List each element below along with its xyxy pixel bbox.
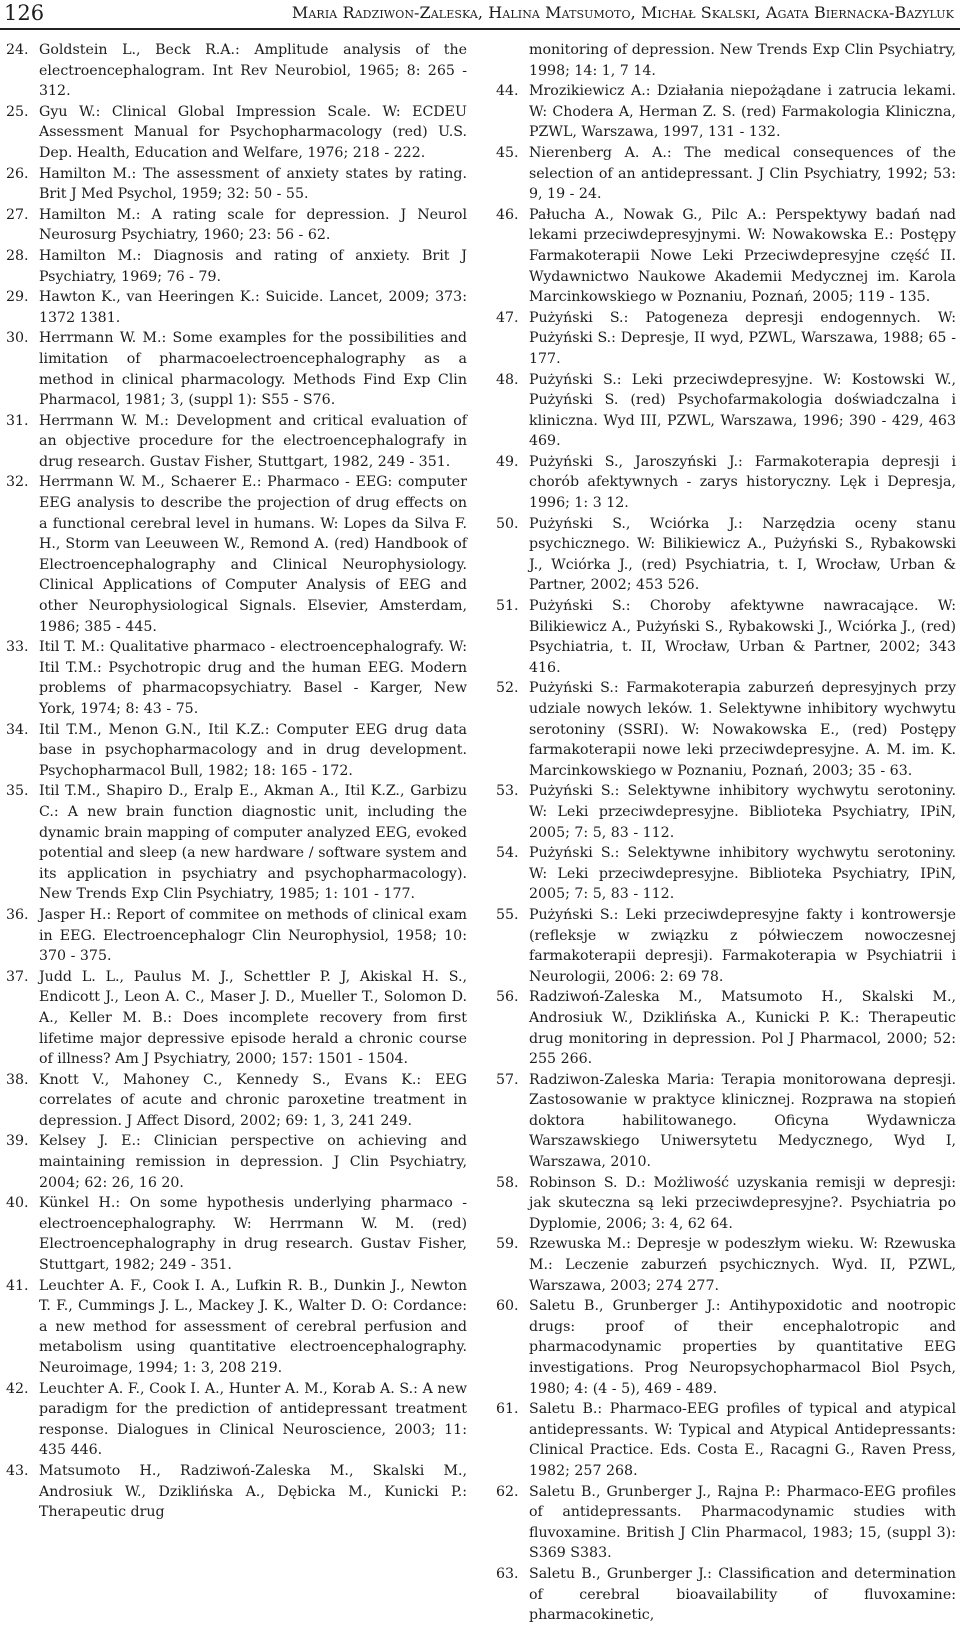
reference-number: 44. bbox=[496, 83, 519, 100]
reference-number: 60. bbox=[496, 1298, 519, 1315]
reference-text: Hamilton M.: A rating scale for depression. J Neurol Neurosurg Psychiatry, 1960; 23: 56 - 62. bbox=[39, 206, 467, 244]
reference-number: 36. bbox=[6, 906, 29, 923]
reference-text: Herrmann W. M.: Some examples for the possibilities and limitation of pharmacoelectroencephalography as a method in clinical pharmacology. Methods Find Exp Clin Pharmacol, 1981; 3, (suppl 1): S55 - S76. bbox=[39, 330, 467, 409]
reference-number: 32. bbox=[6, 474, 29, 491]
reference-text: Leuchter A. F., Cook I. A., Lufkin R. B., Dunkin J., Newton T. F., Cummings J. L., Mackey J. K., Walter D. O: Cordance: a new method for assessment of cerebral perfusion and metabolism using quantitative electroencephalography. Neuroimage, 1994; 1: 3, 208 219. bbox=[39, 1277, 467, 1376]
reference-entry bbox=[6, 1276, 467, 1379]
reference-entry bbox=[496, 987, 956, 1069]
reference-number: 38. bbox=[6, 1071, 29, 1088]
reference-text: Goldstein L., Beck R.A.: Amplitude analysis of the electroencephalogram. Int Rev Neurobiol, 1965; 8: 265 - 312. bbox=[39, 42, 467, 100]
reference-number: 26. bbox=[6, 165, 29, 182]
reference-entry bbox=[6, 1070, 467, 1132]
reference-text: Matsumoto H., Radziwoń-Zaleska M., Skalski M., Androsiuk W., Dziklińska A., Dębicka M., Kunicki P.: Therapeutic drug bbox=[39, 1462, 467, 1521]
reference-text: Pużyński S.: Selektywne inhibitory wychwytu serotoniny. W: Leki przeciwdepresyjne. Biblioteka Psychiatry, IPiN, 2005; 7: 5, 83 - 112. bbox=[529, 783, 956, 841]
reference-text: Pużyński S., Jaroszyński J.: Farmakoterapia depresji i chorób afektywnych - zarys historyczny. Lęk i Depresja, 1996; 1: 3 12. bbox=[529, 453, 956, 512]
reference-text: Itil T.M., Menon G.N., Itil K.Z.: Computer EEG drug data base in psychopharmacology and in drug development. Psychopharmacol Bull, 1982; 18: 165 - 172. bbox=[39, 721, 467, 779]
reference-entry bbox=[6, 1193, 467, 1275]
reference-text: Hamilton M.: The assessment of anxiety states by rating. Brit J Med Psychol, 1959; 32: 50 - 55. bbox=[39, 165, 467, 203]
reference-entry bbox=[6, 287, 467, 328]
reference-text: Judd L. L., Paulus M. J., Schettler P. J, Akiskal H. S., Endicott J., Leon A. C., Maser J. D., Mueller T., Solomon D. A., Keller M. B.: Does incomplete recovery from first lifetime major depressive episode herald a chronic course of illness? Am J Psychiatry, 2000; 157: 1501 - 1504. bbox=[39, 968, 467, 1068]
reference-entry bbox=[496, 1482, 956, 1564]
reference-text: Gyu W.: Clinical Global Impression Scale. W: ECDEU Assessment Manual for Psychopharmacology (red) U.S. Dep. Health, Education and Welfare, 1976; 218 - 222. bbox=[39, 103, 467, 161]
reference-entry bbox=[496, 843, 956, 905]
reference-number: 58. bbox=[496, 1174, 519, 1191]
reference-text: Pużyński S., Wciórka J.: Narzędzia oceny stanu psychicznego. W: Bilikiewicz A., Pużyński S., Rybakowski J., Wciórka J., (red) Psychiatria, t. I, Wrocław, Urban & Partner, 2002; 453 526. bbox=[529, 515, 956, 594]
reference-entry bbox=[496, 1296, 956, 1399]
running-head: Maria Radziwon-Zaleska, Halina Matsumoto, Michał Skalski, Agata Biernacka-Bazyluk bbox=[291, 3, 954, 22]
reference-text: Pużyński S.: Leki przeciwdepresyjne fakty i kontrowersje (refleksje w związku z półwieczem nowoczesnej farmakoterapii depresji). Farmakoterapia w Psychiatrii i Neurologii, 2006: 2: 69 78. bbox=[529, 906, 956, 985]
reference-number: 31. bbox=[6, 412, 29, 429]
reference-text: Pużyński S.: Farmakoterapia zaburzeń depresyjnych przy udziale nowych leków. 1. Selektywne inhibitory wychwytu serotoniny (SSRI). W: Nowakowska E., (red) Postępy farmakoterapii nowe leki przeciwdepresyjne. A. M. im. K. Marcinkowskiego w Poznaniu, Poznań, 2003; 35 - 63. bbox=[529, 680, 956, 779]
reference-entry bbox=[496, 514, 956, 596]
reference-text: Saletu B., Grunberger J.: Classification and determination of cerebral bioavailability of fluvoxamine: pharmacokinetic, bbox=[529, 1565, 956, 1624]
reference-text: Robinson S. D.: Możliwość uzyskania remisji w depresji: jak skuteczna są leki przeciwdepresyjne?. Psychiatria po Dyplomie, 2006; 3: 4, 62 64. bbox=[529, 1174, 956, 1232]
reference-text: Pużyński S.: Leki przeciwdepresyjne. W: Kostowski W., Pużyński S. (red) Psychofarmakologia doświadczalna i kliniczna. Wyd III, PZWL, Warszawa, 1996; 390 - 429, 463 469. bbox=[529, 371, 956, 450]
reference-text: Saletu B., Grunberger J.: Antihypoxidotic and nootropic drugs: proof of their encephalotropic and pharmacodynamic properties by quantitative EEG investigations. Prog Neuropsychopharmacol Biol Psych, 1980; 4: (4 - 5), 469 - 489. bbox=[529, 1298, 956, 1397]
reference-number: 56. bbox=[496, 989, 519, 1006]
reference-number: 34. bbox=[6, 721, 29, 738]
reference-number: 57. bbox=[496, 1071, 519, 1088]
reference-text: monitoring of depression. New Trends Exp Clin Psychiatry, 1998; 14: 1, 7 14. bbox=[529, 42, 956, 79]
reference-text: Rzewuska M.: Depresje w podeszłym wieku. W: Rzewuska M.: Leczenie zaburzeń psychicznych. Wyd. II, PZWL, Warszawa, 2003; 274 277. bbox=[529, 1236, 956, 1294]
reference-number: 37. bbox=[6, 968, 29, 985]
reference-number: 48. bbox=[496, 371, 519, 388]
reference-entry bbox=[496, 1399, 956, 1481]
reference-entry bbox=[496, 1564, 956, 1626]
reference-entry bbox=[6, 1379, 467, 1461]
reference-text: Radziwoń-Zaleska M., Matsumoto H., Skalski M., Androsiuk W., Dziklińska A., Kunicki P. K.: Therapeutic drug monitoring in depression. Pol J Pharmacol, 2000; 52: 255 266. bbox=[529, 989, 956, 1068]
reference-entry bbox=[496, 81, 956, 143]
reference-text: Künkel H.: On some hypothesis underlying pharmaco - electroencephalography. W: Herrmann W. M. (red) Electroencephalography in drug research. Gustav Fisher, Stuttgart, 1982; 249 - 351. bbox=[39, 1195, 467, 1274]
reference-text: Jasper H.: Report of commitee on methods of clinical exam in EEG. Electroencephalogr Clin Neurophysiol, 1958; 10: 370 - 375. bbox=[39, 906, 467, 965]
reference-text: Herrmann W. M.: Development and critical evaluation of an objective procedure for the electroencephalografy in drug research. Gustav Fisher, Stuttgart, 1982, 249 - 351. bbox=[39, 412, 467, 470]
reference-entry bbox=[496, 308, 956, 370]
reference-entry bbox=[496, 205, 956, 308]
reference-text: Saletu B.: Pharmaco-EEG profiles of typical and atypical antidepressants. W: Typical and Atypical Antidepressants: Clinical Practice. Eds. Costa E., Racagni G., Raven Press, 1982; 257 268. bbox=[529, 1401, 956, 1479]
reference-entry bbox=[6, 246, 467, 287]
reference-number: 50. bbox=[496, 515, 519, 532]
reference-number: 39. bbox=[6, 1133, 29, 1150]
reference-entry bbox=[496, 596, 956, 678]
page-number: 126 bbox=[4, 1, 45, 25]
reference-text: Pużyński S.: Choroby afektywne nawracające. W: Bilikiewicz A., Pużyński S., Rybakowski J., Wciórka J., (red) Psychiatria, t. II, Wrocław, Urban & Partner, 2002; 343 416. bbox=[529, 598, 956, 676]
reference-number: 62. bbox=[496, 1483, 519, 1500]
reference-number: 42. bbox=[6, 1380, 29, 1397]
reference-text: Herrmann W. M., Schaerer E.: Pharmaco - EEG: computer EEG analysis to describe the projection of drug effects on a functional cerebral level in humans. W: Lopes da Silva F. H., Storm van Leeuween W., Remond A. (red) Handbook of Electroencephalography and Clinical Neurophysiology. Clinical Applications of Computer Analysis of EEG and other Neurophysiological Signals. Elsevier, Amsterdam, 1986; 385 - 445. bbox=[39, 474, 467, 635]
reference-entry bbox=[6, 472, 467, 637]
reference-text: Knott V., Mahoney C., Kennedy S., Evans K.: EEG correlates of acute and chronic paroxetine treatment in depression. J Affect Disord, 2002; 69: 1, 3, 241 249. bbox=[39, 1071, 467, 1129]
reference-entry bbox=[6, 720, 467, 782]
reference-text: Pałucha A., Nowak G., Pilc A.: Perspektywy badań nad lekami przeciwdepresyjnymi. W: Nowakowska E.: Postępy Farmakoterapii Nowe Leki Przeciwdepresyjne część II. Wydawnictwo Naukowe Akademii Medycznej im. Karola Marcinkowskiego w Poznaniu, Poznań, 2005; 119 - 135. bbox=[529, 206, 956, 306]
reference-column-right bbox=[496, 40, 956, 1626]
reference-number: 45. bbox=[496, 144, 519, 161]
reference-entry bbox=[496, 1070, 956, 1173]
reference-number: 47. bbox=[496, 309, 519, 326]
reference-text: Itil T.M., Shapiro D., Eralp E., Akman A., Itil K.Z., Garbizu C.: A new brain function diagnostic unit, including the dynamic brain mapping of computer analyzed EEG, evoked potential and sleep (a new hardware / software system and its application in psychiatry and psychopharmacology). New Trends Exp Clin Psychiatry, 1985; 1: 101 - 177. bbox=[39, 783, 467, 903]
reference-text: Hawton K., van Heeringen K.: Suicide. Lancet, 2009; 373: 1372 1381. bbox=[39, 289, 467, 326]
reference-text: Kelsey J. E.: Clinician perspective on achieving and maintaining remission in depression. J Clin Psychiatry, 2004; 62: 26, 16 20. bbox=[39, 1133, 467, 1191]
reference-number: 25. bbox=[6, 103, 29, 120]
reference-entry bbox=[496, 781, 956, 843]
reference-number: 52. bbox=[496, 680, 519, 697]
reference-number: 28. bbox=[6, 247, 29, 264]
reference-entry bbox=[6, 205, 467, 246]
reference-text: Pużyński S.: Selektywne inhibitory wychwytu serotoniny. W: Leki przeciwdepresyjne. Biblioteka Psychiatry, IPiN, 2005; 7: 5, 83 - 112. bbox=[529, 845, 956, 903]
reference-number: 61. bbox=[496, 1401, 519, 1418]
reference-number: 43. bbox=[6, 1462, 29, 1479]
reference-entry bbox=[6, 328, 467, 410]
reference-text: Hamilton M.: Diagnosis and rating of anxiety. Brit J Psychiatry, 1969; 76 - 79. bbox=[39, 247, 467, 285]
reference-text: Pużyński S.: Patogeneza depresji endogennych. W: Pużyński S.: Depresje, II wyd, PZWL, Warszawa, 1988; 65 - 177. bbox=[529, 309, 956, 367]
reference-text: Mrozikiewicz A.: Działania niepożądane i zatrucia lekami. W: Chodera A, Herman Z. S. (red) Farmakologia Kliniczna, PZWL, Warszawa, 1997, 131 - 132. bbox=[529, 83, 956, 141]
reference-number: 59. bbox=[496, 1236, 519, 1253]
reference-entry bbox=[496, 40, 956, 81]
reference-entry bbox=[6, 40, 467, 102]
reference-number: 49. bbox=[496, 453, 519, 470]
reference-number: 54. bbox=[496, 845, 519, 862]
reference-entry bbox=[6, 1461, 467, 1523]
reference-number: 29. bbox=[6, 289, 29, 306]
reference-entry bbox=[6, 781, 467, 905]
reference-number: 55. bbox=[496, 906, 519, 923]
reference-number: 46. bbox=[496, 206, 519, 223]
reference-column-left bbox=[6, 40, 467, 1523]
reference-number: 27. bbox=[6, 206, 29, 223]
reference-number: 33. bbox=[6, 639, 29, 656]
reference-entry bbox=[6, 164, 467, 205]
reference-number: 40. bbox=[6, 1195, 29, 1212]
reference-entry bbox=[496, 143, 956, 205]
reference-entry bbox=[496, 1234, 956, 1296]
reference-number: 41. bbox=[6, 1277, 29, 1294]
reference-entry bbox=[6, 905, 467, 967]
reference-entry bbox=[496, 370, 956, 452]
reference-number: 51. bbox=[496, 598, 519, 615]
reference-text: Itil T. M.: Qualitative pharmaco - electroencephalografy. W: Itil T.M.: Psychotropic drug and the human EEG. Modern problems of pharmacopsychiatry. Basel - Karger, New York, 1974; 8: 43 - 75. bbox=[39, 639, 467, 717]
reference-number: 63. bbox=[496, 1565, 519, 1582]
reference-number: 35. bbox=[6, 783, 29, 800]
reference-entry bbox=[6, 637, 467, 719]
reference-number: 30. bbox=[6, 330, 29, 347]
reference-number: 24. bbox=[6, 42, 29, 58]
reference-entry bbox=[6, 102, 467, 164]
reference-entry bbox=[496, 905, 956, 987]
reference-entry bbox=[6, 1131, 467, 1193]
reference-entry bbox=[496, 678, 956, 781]
reference-text: Radziwon-Zaleska Maria: Terapia monitorowana depresji. Zastosowanie w praktyce klinicznej. Rozprawa na stopień doktora habilitowanego. Oficyna Wydawnicza Warszawskiego Uniwersytetu Medycznego, Wyd I, Warszawa, 2010. bbox=[529, 1071, 956, 1171]
reference-entry bbox=[6, 967, 467, 1070]
header-rule bbox=[0, 28, 960, 30]
reference-entry bbox=[6, 411, 467, 473]
reference-entry bbox=[496, 452, 956, 514]
reference-number: 53. bbox=[496, 783, 519, 800]
reference-entry bbox=[496, 1173, 956, 1235]
reference-text: Leuchter A. F., Cook I. A., Hunter A. M., Korab A. S.: A new paradigm for the prediction of antidepressant treatment response. Dialogues in Clinical Neuroscience, 2003; 11: 435 446. bbox=[39, 1380, 467, 1459]
reference-text: Nierenberg A. A.: The medical consequences of the selection of an antidepressant. J Clin Psychiatry, 1992; 53: 9, 19 - 24. bbox=[529, 144, 956, 203]
reference-text: Saletu B., Grunberger J., Rajna P.: Pharmaco-EEG profiles of antidepressants. Pharmacodynamic studies with fluvoxamine. British J Clin Pharmacol, 1983; 15, (suppl 3): S369 S383. bbox=[529, 1483, 956, 1562]
